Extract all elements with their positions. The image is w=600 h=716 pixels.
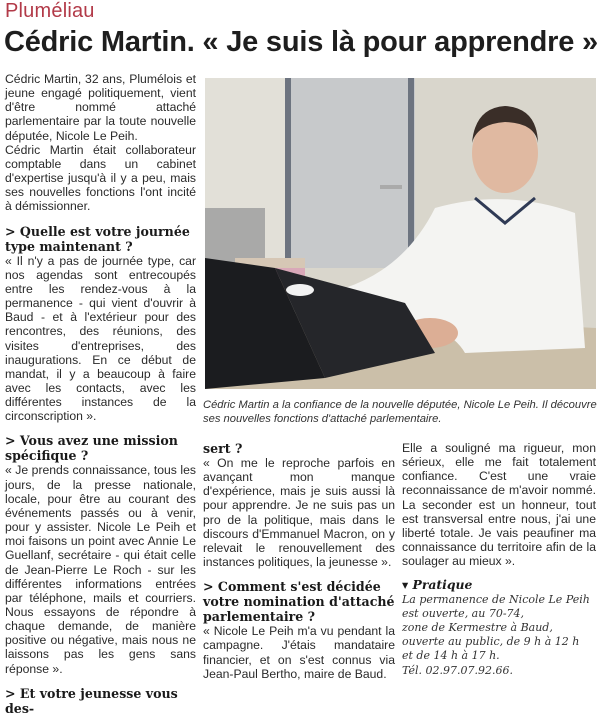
intro-paragraph: Cédric Martin était collaborateur comptable dans un cabinet d'expertise jusqu'à il y a peu, mais ses nouvelles fonctions l'ont incité à démissionner. — [5, 142, 196, 214]
answer-paragraph: Elle a souligné ma rigueur, mon sérieux, elle me fait totalement confiance. C'est une vraie reconnaissance de m'avoir nommé. La seconder est un honneur, tout est transversal entre nous, j'ai une liberté totale. Je vais peaufiner ma connaissance du territoire afin de la soulager au mieux ». — [402, 441, 596, 569]
question-heading: > Quelle est votre journée type maintenant ? — [5, 223, 190, 254]
pratique-line: ouverte au public, de 9 h à 12 h — [402, 635, 580, 649]
article-column-1 — [5, 72, 196, 716]
intro-paragraph: Cédric Martin, 32 ans, Plumélois et jeune engagé politiquement, vient d'être nommé attaché parlementaire par la toute nouvelle députée, Nicole Le Peih. — [5, 72, 196, 143]
photo-caption: Cédric Martin a la confiance de la nouvelle députée, Nicole Le Peih. Il découvre ses nouvelles fonctions d'attaché parlementaire. — [203, 399, 597, 425]
answer-paragraph: « Il n'y a pas de journée type, car nos agendas sont entrecoupés entre les rendez-vous à la permanence - qui vient d'ouvrir à Baud - et à l'extérieur pour des rencontres, des réunions, des visites d'entreprises, des inaugurations. En ce début de mandat, il y a beaucoup à faire avec les contacts, avec les différentes instances de la circonscription ». — [5, 253, 196, 424]
article-title: Cédric Martin. « Je suis là pour apprendre » — [4, 26, 598, 58]
pratique-line: et de 14 h à 17 h. — [402, 649, 500, 663]
question-heading: sert ? — [203, 441, 243, 456]
pratique-phone: Tél. 02.97.07.92.66. — [402, 663, 513, 677]
question-heading: > Comment s'est décidée votre nomination d'attaché parlementaire ? — [203, 579, 395, 625]
pratique-line: zone de Kermestre à Baud, — [402, 620, 553, 634]
article-column-2 — [203, 441, 395, 681]
question-heading: > Vous avez une mission spécifique ? — [5, 433, 178, 464]
answer-paragraph: « Nicole Le Peih m'a vu pendant la campagne. J'étais mandataire financier, et on s'est connus via Jean-Paul Bertho, maire de Baud. — [203, 624, 395, 681]
article-photo — [205, 78, 596, 389]
pratique-info — [402, 593, 596, 678]
portrait-photo-illustration — [205, 78, 596, 389]
pratique-line: est ouverte, au 70-74, — [402, 606, 525, 620]
answer-paragraph: « On me le reproche parfois en avançant mon manque d'expérience, mais je suis aussi là pour apprendre. Je ne suis pas un pro de la politique, mais dans le discours d'Emmanuel Macron, on y relevait le renouvellement des instances politiques, la jeunesse ». — [203, 456, 395, 570]
section-kicker: Pluméliau — [5, 0, 95, 22]
article-column-3 — [402, 441, 596, 678]
answer-paragraph: « Je prends connaissance, tous les jours, de la presse nationale, locale, pour être au courant des événements passés ou à venir, pour y assister. Nicole Le Peih et moi faisons un point avec Annie Le Guellanf, secrétaire - qui était celle de Jean-Pierre Le Roch - sur les différentes informations entrées par téléphone, mails et courriers. Nous essayons de répondre à chaque demande, de manière positive ou négative, mais nous ne laissons pas les gens sans réponse ». — [5, 463, 196, 676]
question-heading: > Et votre jeunesse vous des- — [5, 685, 178, 716]
pratique-line: La permanence de Nicole Le Peih — [402, 592, 590, 606]
pratique-heading: ▾ Pratique — [402, 577, 473, 593]
